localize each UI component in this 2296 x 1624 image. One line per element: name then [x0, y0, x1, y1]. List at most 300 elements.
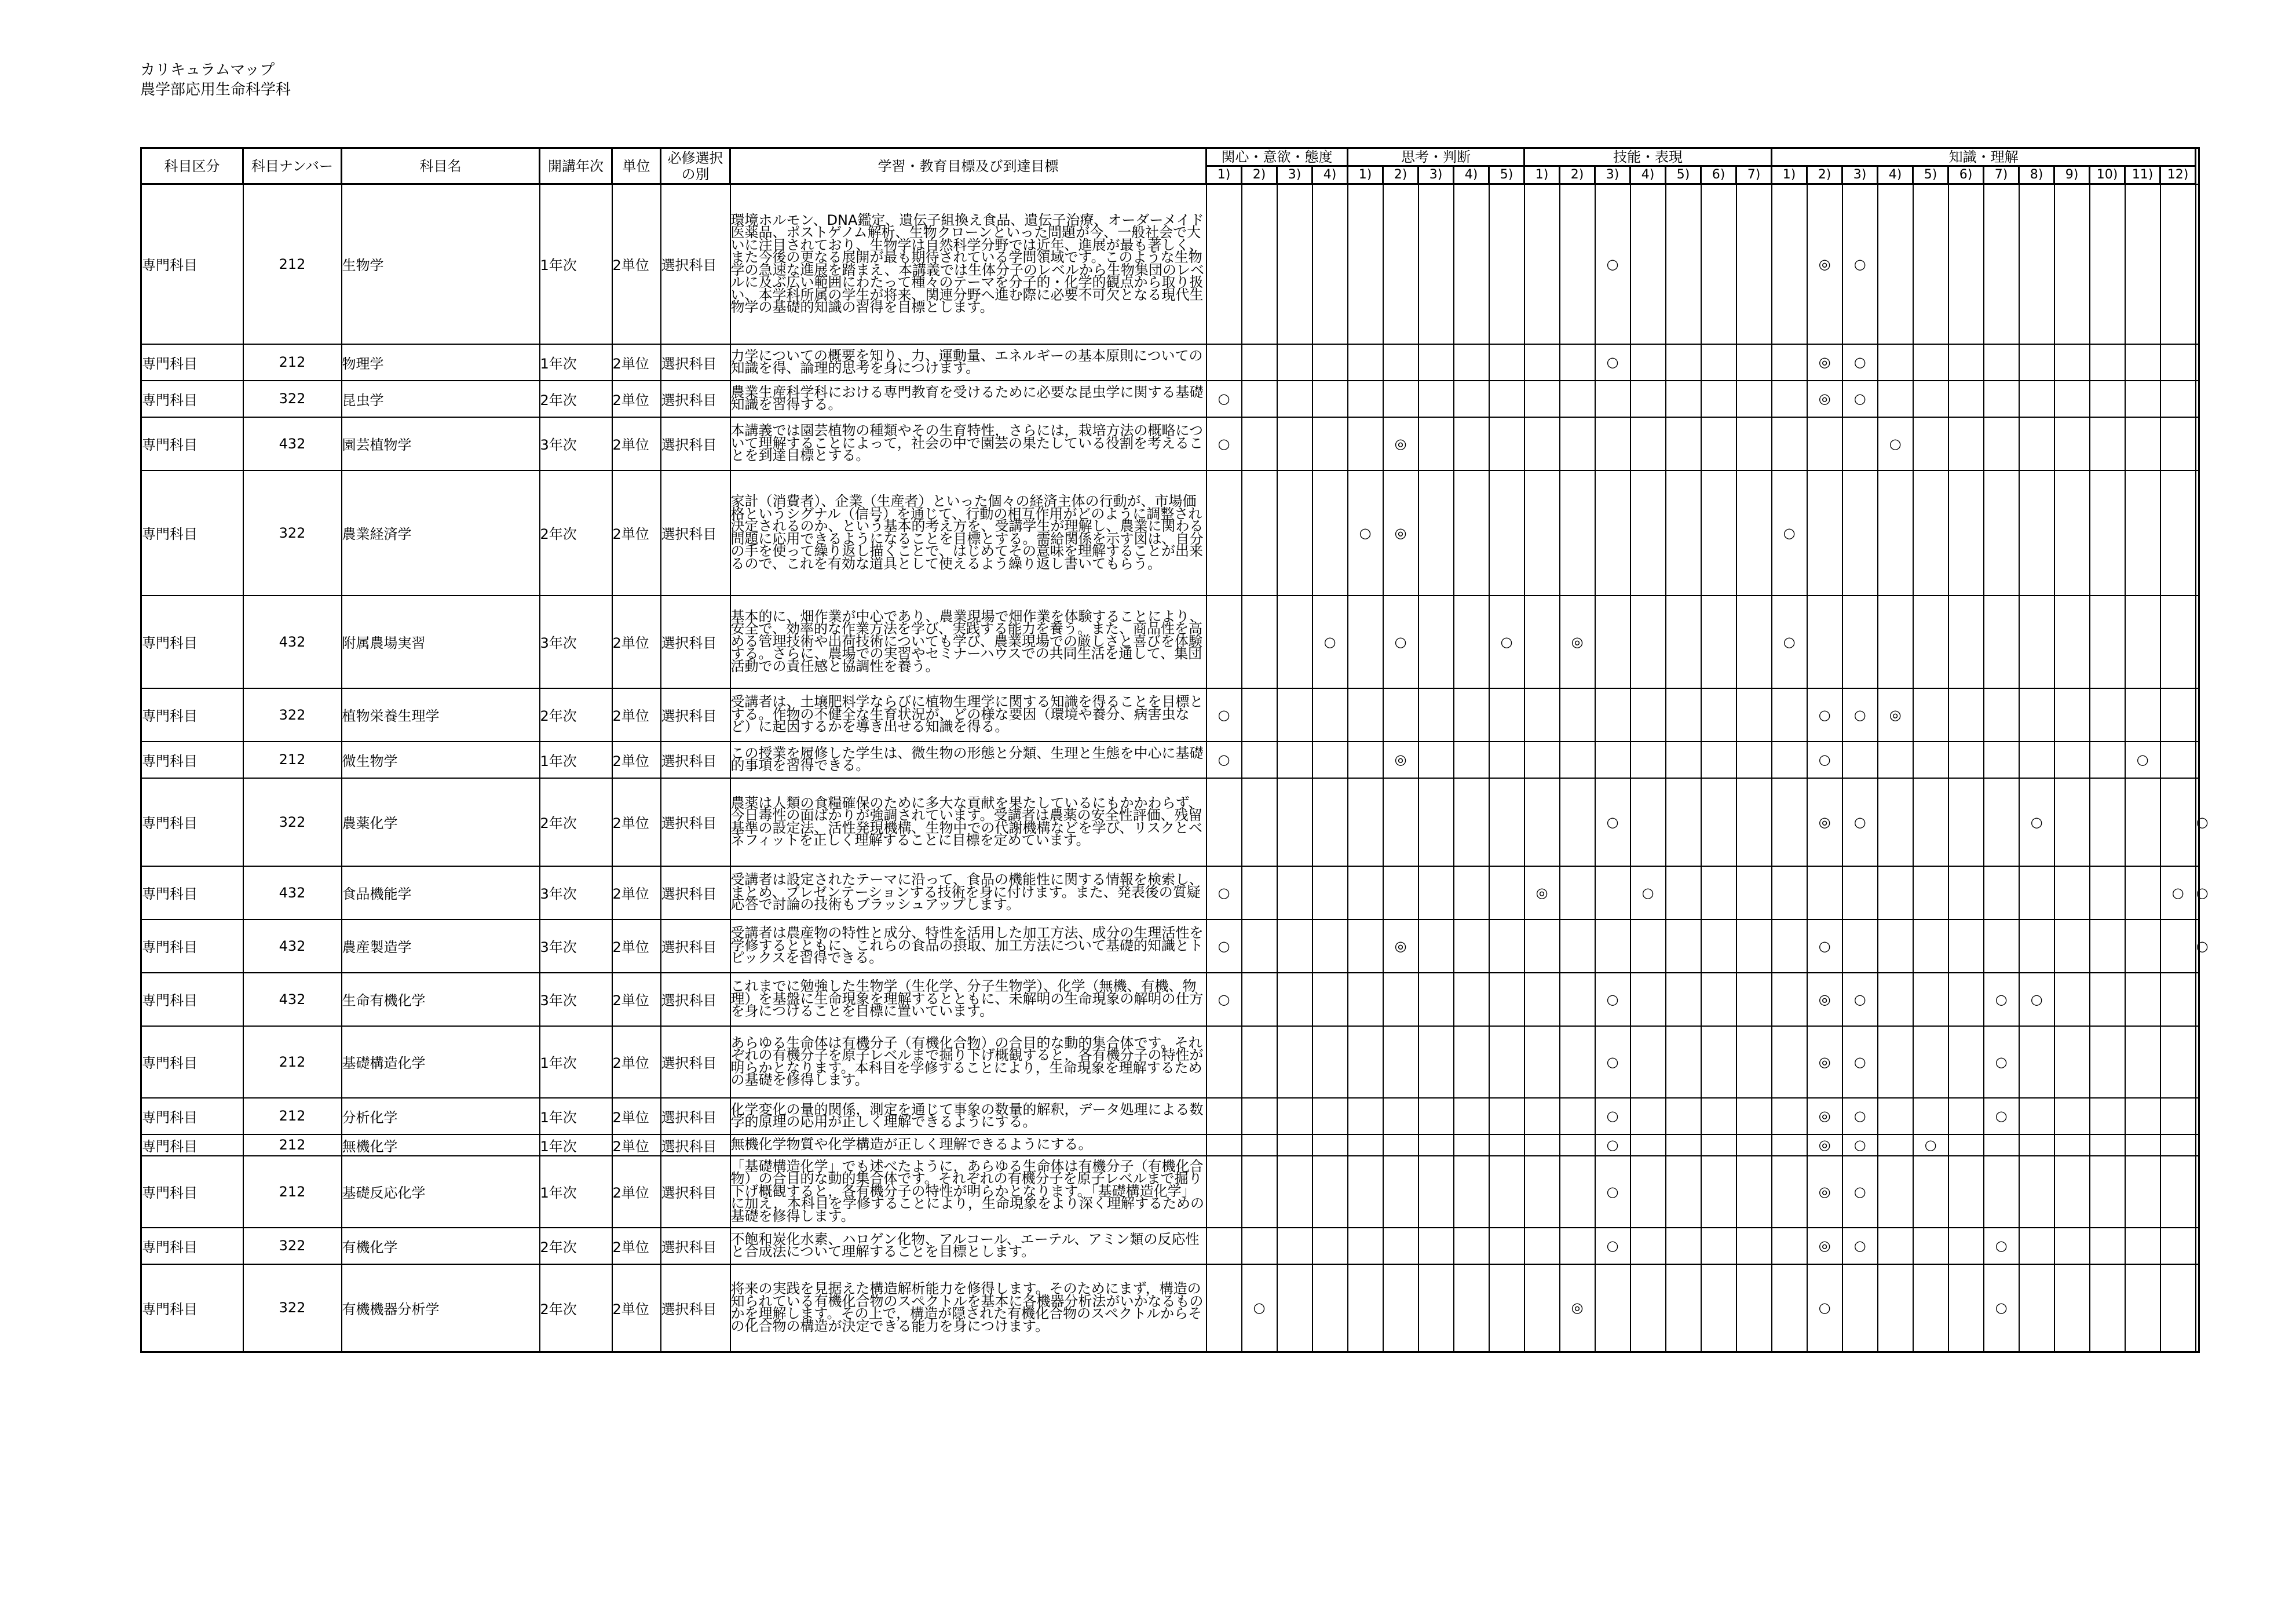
outcome-mark-cell — [1312, 742, 1348, 778]
outcome-mark-cell — [1242, 1098, 1277, 1134]
header-group-1: 思考・判断 — [1348, 148, 1524, 166]
outcome-mark-cell — [1312, 470, 1348, 596]
required-cell: 選択科目 — [661, 1134, 730, 1156]
category-cell: 専門科目 — [141, 344, 243, 381]
outcome-mark-cell — [1418, 919, 1454, 973]
outcome-mark-cell: ○ — [1807, 742, 1842, 778]
outcome-mark-cell — [1277, 1156, 1312, 1228]
outcome-mark-cell: ○ — [1207, 973, 1242, 1026]
outcome-mark-cell — [1736, 344, 1772, 381]
outcome-mark-cell — [2125, 184, 2160, 344]
outcome-mark-cell: ○ — [1842, 1228, 1878, 1264]
outcome-mark-cell — [2160, 344, 2196, 381]
year-cell: 1年次 — [540, 1026, 612, 1098]
outcome-mark-cell — [1489, 1228, 1524, 1264]
outcome-mark-cell — [2160, 919, 2196, 973]
outcome-mark-cell — [1772, 1134, 1807, 1156]
outcome-mark-cell: ◎ — [1807, 973, 1842, 1026]
outcome-mark-cell — [1984, 184, 2019, 344]
year-cell: 3年次 — [540, 866, 612, 919]
outcome-mark-cell — [1984, 1134, 2019, 1156]
number-cell: 212 — [243, 1098, 342, 1134]
outcome-mark-cell — [1842, 1264, 1878, 1352]
outcome-mark-cell — [2125, 919, 2160, 973]
table-row — [141, 417, 2199, 470]
outcome-mark-cell — [2196, 1026, 2199, 1098]
outcome-mark-cell — [2196, 973, 2199, 1026]
outcome-mark-cell — [1348, 184, 1383, 344]
outcome-mark-cell — [1454, 973, 1489, 1026]
outcome-mark-cell — [1772, 919, 1807, 973]
outcome-mark-cell — [1701, 184, 1736, 344]
required-cell: 選択科目 — [661, 470, 730, 596]
outcome-mark-cell — [1630, 1026, 1666, 1098]
outcome-mark-cell — [1348, 1156, 1383, 1228]
year-cell: 2年次 — [540, 778, 612, 866]
outcome-mark-cell: ◎ — [1383, 470, 1418, 596]
outcome-mark-cell — [2054, 1228, 2090, 1264]
outcome-mark-cell — [1772, 344, 1807, 381]
outcome-mark-cell — [1277, 184, 1312, 344]
required-cell: 選択科目 — [661, 344, 730, 381]
category-cell: 専門科目 — [141, 742, 243, 778]
outcome-mark-cell — [1630, 973, 1666, 1026]
outcome-mark-cell: ○ — [1842, 1026, 1878, 1098]
outcome-mark-cell — [1807, 866, 1842, 919]
outcome-mark-cell — [1666, 470, 1701, 596]
outcome-mark-cell — [1489, 919, 1524, 973]
outcome-mark-cell — [1454, 866, 1489, 919]
outcome-mark-cell — [1595, 596, 1630, 688]
header-name: 科目名 — [342, 148, 540, 184]
outcome-mark-cell — [1242, 1228, 1277, 1264]
outcome-mark-cell — [1630, 381, 1666, 417]
outcome-mark-cell — [1878, 596, 1913, 688]
outcome-mark-cell — [2196, 1156, 2199, 1228]
number-cell: 322 — [243, 778, 342, 866]
outcome-mark-cell — [1736, 1098, 1772, 1134]
outcome-mark-cell — [1736, 778, 1772, 866]
header-group-2: 技能・表現 — [1524, 148, 1772, 166]
outcome-mark-cell — [1878, 1264, 1913, 1352]
outcome-mark-cell: ○ — [2125, 742, 2160, 778]
outcome-mark-cell — [1878, 470, 1913, 596]
year-cell: 1年次 — [540, 1098, 612, 1134]
number-cell: 212 — [243, 1156, 342, 1228]
outcome-mark-cell: ○ — [2019, 973, 2054, 1026]
unit-cell: 2単位 — [612, 1026, 661, 1098]
outcome-mark-cell — [1630, 344, 1666, 381]
outcome-mark-cell — [2125, 1098, 2160, 1134]
outcome-mark-cell — [1277, 1134, 1312, 1156]
outcome-mark-cell — [1242, 973, 1277, 1026]
outcome-mark-cell — [1560, 1134, 1595, 1156]
year-cell: 1年次 — [540, 184, 612, 344]
outcome-mark-cell — [1630, 688, 1666, 742]
outcome-mark-cell: ◎ — [1807, 381, 1842, 417]
outcome-mark-cell — [1489, 184, 1524, 344]
course-name-cell: 基礎構造化学 — [342, 1026, 540, 1098]
outcome-mark-cell — [1524, 1264, 1560, 1352]
outcome-mark-cell — [1736, 1134, 1772, 1156]
outcome-mark-cell — [1560, 1228, 1595, 1264]
outcome-mark-cell — [1348, 1134, 1383, 1156]
course-name-cell: 生命有機化学 — [342, 973, 540, 1026]
outcome-mark-cell — [1630, 919, 1666, 973]
outcome-mark-cell — [1701, 417, 1736, 470]
outcome-mark-cell — [1489, 1264, 1524, 1352]
outcome-mark-cell — [1489, 778, 1524, 866]
outcome-mark-cell — [1312, 688, 1348, 742]
outcome-mark-cell — [2125, 866, 2160, 919]
goal-cell: あらゆる生命体は有機分子（有機化合物）の合目的な動的集合体です。それぞれの有機分子を原子レベルまで掘り下げ概観すると，各有機分子の特性が明らかとなります。本科目を学修することにより，生命現象を理解するための基礎を修得します。 — [730, 1026, 1207, 1098]
header-sub-2-0: 1) — [1524, 166, 1560, 184]
outcome-mark-cell: ○ — [1807, 688, 1842, 742]
outcome-mark-cell — [1454, 184, 1489, 344]
required-cell: 選択科目 — [661, 778, 730, 866]
outcome-mark-cell: ○ — [1772, 596, 1807, 688]
outcome-mark-cell — [1454, 1156, 1489, 1228]
outcome-mark-cell — [1772, 1156, 1807, 1228]
outcome-mark-cell — [1418, 344, 1454, 381]
outcome-mark-cell — [1948, 973, 1984, 1026]
outcome-mark-cell — [1595, 381, 1630, 417]
unit-cell: 2単位 — [612, 596, 661, 688]
outcome-mark-cell — [1524, 742, 1560, 778]
outcome-mark-cell — [1630, 184, 1666, 344]
outcome-mark-cell — [1701, 973, 1736, 1026]
outcome-mark-cell — [1736, 866, 1772, 919]
outcome-mark-cell — [1595, 866, 1630, 919]
year-cell: 1年次 — [540, 1134, 612, 1156]
outcome-mark-cell — [1772, 1026, 1807, 1098]
outcome-mark-cell — [1418, 1026, 1454, 1098]
outcome-mark-cell — [1418, 1098, 1454, 1134]
outcome-mark-cell — [2196, 344, 2199, 381]
outcome-mark-cell — [1383, 778, 1418, 866]
outcome-mark-cell — [1277, 973, 1312, 1026]
number-cell: 432 — [243, 866, 342, 919]
outcome-mark-cell — [1772, 1264, 1807, 1352]
outcome-mark-cell: ○ — [1207, 688, 1242, 742]
outcome-mark-cell — [1666, 1156, 1701, 1228]
header-sub-3-0: 1) — [1772, 166, 1807, 184]
outcome-mark-cell — [1878, 919, 1913, 973]
outcome-mark-cell — [1666, 919, 1701, 973]
outcome-mark-cell — [1984, 470, 2019, 596]
course-name-cell: 無機化学 — [342, 1134, 540, 1156]
outcome-mark-cell — [2019, 470, 2054, 596]
outcome-mark-cell: ◎ — [1560, 1264, 1595, 1352]
outcome-mark-cell — [1277, 688, 1312, 742]
header-sub-3-8: 9) — [2054, 166, 2090, 184]
outcome-mark-cell — [1948, 381, 1984, 417]
outcome-mark-cell — [1207, 1228, 1242, 1264]
goal-cell: 力学についての概要を知り、力、運動量、エネルギーの基本原則についての知識を得、論理的思考を身につけます。 — [730, 344, 1207, 381]
goal-cell: 不飽和炭化水素、ハロゲン化物、アルコール、エーテル、アミン類の反応性と合成法について理解することを目標とします。 — [730, 1228, 1207, 1264]
category-cell: 専門科目 — [141, 973, 243, 1026]
outcome-mark-cell — [1207, 344, 1242, 381]
outcome-mark-cell: ◎ — [1878, 688, 1913, 742]
outcome-mark-cell — [1524, 1098, 1560, 1134]
outcome-mark-cell — [1277, 1026, 1312, 1098]
goal-cell: 家計（消費者）、企業（生産者）といった個々の経済主体の行動が、市場価格というシグナル（信号）を通じて、行動の相互作用がどのように調整され決定されるのか、という基本的考え方を、受講学生が理解し、農業に関わる問題に応用できるようになることを目標とする。需給関係を示す図は、自分の手を使って繰り返し描くことで、はじめてその意味を理解することが出来るので、これを有効な道具として使えるよう繰り返し書いてもらう。 — [730, 470, 1207, 596]
outcome-mark-cell — [1277, 778, 1312, 866]
outcome-mark-cell — [1913, 344, 1948, 381]
outcome-mark-cell — [2054, 1098, 2090, 1134]
outcome-mark-cell — [2125, 973, 2160, 1026]
outcome-mark-cell — [1736, 381, 1772, 417]
outcome-mark-cell — [2090, 1228, 2125, 1264]
outcome-mark-cell: ◎ — [1383, 417, 1418, 470]
outcome-mark-cell — [1348, 596, 1383, 688]
outcome-mark-cell — [1772, 381, 1807, 417]
outcome-mark-cell — [1878, 742, 1913, 778]
course-name-cell: 農業経済学 — [342, 470, 540, 596]
table-row — [141, 1228, 2199, 1264]
number-cell: 322 — [243, 381, 342, 417]
category-cell: 専門科目 — [141, 596, 243, 688]
outcome-mark-cell — [2125, 778, 2160, 866]
outcome-mark-cell — [2196, 470, 2199, 596]
required-cell: 選択科目 — [661, 1156, 730, 1228]
outcome-mark-cell — [2054, 1264, 2090, 1352]
outcome-mark-cell: ○ — [1595, 778, 1630, 866]
table-row — [141, 596, 2199, 688]
category-cell: 専門科目 — [141, 1156, 243, 1228]
outcome-mark-cell — [1383, 1134, 1418, 1156]
goal-cell: これまでに勉強した生物学（生化学、分子生物学）、化学（無機、有機、物理）を基盤に生命現象を理解するとともに、未解明の生命現象の解明の仕方を身につけることを目標に置いています。 — [730, 973, 1207, 1026]
outcome-mark-cell — [1454, 596, 1489, 688]
outcome-mark-cell — [1630, 742, 1666, 778]
outcome-mark-cell — [1560, 344, 1595, 381]
required-cell: 選択科目 — [661, 688, 730, 742]
goal-cell: 農薬は人類の食糧確保のために多大な貢献を果たしているにもかかわらず、今日毒性の面ばかりが強調されています。受講者は農薬の安全性評価、残留基準の設定法、活性発現機構、生物中での代謝機構などを学び、リスクとベネフィットを正しく理解することに目標を定めています。 — [730, 778, 1207, 866]
outcome-mark-cell — [1948, 1156, 1984, 1228]
number-cell: 212 — [243, 344, 342, 381]
outcome-mark-cell — [1454, 919, 1489, 973]
outcome-mark-cell — [1383, 1264, 1418, 1352]
outcome-mark-cell — [1842, 919, 1878, 973]
outcome-mark-cell — [2160, 973, 2196, 1026]
outcome-mark-cell — [1207, 470, 1242, 596]
outcome-mark-cell: ○ — [1842, 1156, 1878, 1228]
outcome-mark-cell: ◎ — [1807, 344, 1842, 381]
outcome-mark-cell — [1560, 417, 1595, 470]
outcome-mark-cell: ○ — [1842, 1098, 1878, 1134]
required-cell: 選択科目 — [661, 742, 730, 778]
outcome-mark-cell — [1772, 417, 1807, 470]
required-cell: 選択科目 — [661, 184, 730, 344]
outcome-mark-cell — [2054, 381, 2090, 417]
outcome-mark-cell — [1595, 417, 1630, 470]
header-sub-3-4: 5) — [1913, 166, 1948, 184]
outcome-mark-cell — [1772, 742, 1807, 778]
outcome-mark-cell — [1383, 1026, 1418, 1098]
outcome-mark-cell — [1948, 1026, 1984, 1098]
outcome-mark-cell — [1878, 778, 1913, 866]
outcome-mark-cell — [2019, 1156, 2054, 1228]
header-sub-2-1: 2) — [1560, 166, 1595, 184]
outcome-mark-cell — [1666, 596, 1701, 688]
outcome-mark-cell — [1913, 866, 1948, 919]
goal-cell: 化学変化の量的関係，測定を通じて事象の数量的解釈，データ処理による数学的原理の応用が正しく理解できるようにする。 — [730, 1098, 1207, 1134]
outcome-mark-cell — [2090, 470, 2125, 596]
outcome-mark-cell — [1701, 866, 1736, 919]
outcome-mark-cell — [2019, 688, 2054, 742]
outcome-mark-cell — [2196, 184, 2199, 344]
outcome-mark-cell — [1736, 973, 1772, 1026]
header-sub-3-6: 7) — [1984, 166, 2019, 184]
table-row — [141, 1156, 2199, 1228]
outcome-mark-cell — [2019, 344, 2054, 381]
year-cell: 3年次 — [540, 919, 612, 973]
outcome-mark-cell: ○ — [1842, 973, 1878, 1026]
outcome-mark-cell — [1277, 1228, 1312, 1264]
outcome-mark-cell — [1772, 866, 1807, 919]
outcome-mark-cell — [1984, 1156, 2019, 1228]
outcome-mark-cell — [2196, 688, 2199, 742]
outcome-mark-cell — [1878, 1228, 1913, 1264]
outcome-mark-cell — [1701, 344, 1736, 381]
outcome-mark-cell — [1312, 973, 1348, 1026]
outcome-mark-cell — [2160, 470, 2196, 596]
outcome-mark-cell — [2090, 778, 2125, 866]
outcome-mark-cell — [1489, 866, 1524, 919]
unit-cell: 2単位 — [612, 381, 661, 417]
outcome-mark-cell — [2125, 381, 2160, 417]
unit-cell: 2単位 — [612, 778, 661, 866]
outcome-mark-cell — [2160, 1264, 2196, 1352]
outcome-mark-cell — [2090, 596, 2125, 688]
unit-cell: 2単位 — [612, 919, 661, 973]
table-row — [141, 1264, 2199, 1352]
outcome-mark-cell: ○ — [1807, 919, 1842, 973]
outcome-mark-cell — [1242, 919, 1277, 973]
course-name-cell: 有機機器分析学 — [342, 1264, 540, 1352]
outcome-mark-cell — [1913, 688, 1948, 742]
outcome-mark-cell — [2019, 596, 2054, 688]
outcome-mark-cell: ○ — [2196, 778, 2199, 866]
required-cell: 選択科目 — [661, 919, 730, 973]
outcome-mark-cell — [1312, 1098, 1348, 1134]
outcome-mark-cell — [1418, 742, 1454, 778]
outcome-mark-cell — [1348, 973, 1383, 1026]
outcome-mark-cell — [1984, 866, 2019, 919]
outcome-mark-cell — [1207, 1134, 1242, 1156]
outcome-mark-cell: ○ — [2160, 866, 2196, 919]
outcome-mark-cell — [1666, 381, 1701, 417]
category-cell: 専門科目 — [141, 1228, 243, 1264]
outcome-mark-cell — [1630, 1098, 1666, 1134]
outcome-mark-cell — [2019, 1026, 2054, 1098]
outcome-mark-cell — [1383, 1228, 1418, 1264]
outcome-mark-cell — [1666, 417, 1701, 470]
number-cell: 432 — [243, 919, 342, 973]
number-cell: 322 — [243, 688, 342, 742]
outcome-mark-cell — [1348, 344, 1383, 381]
unit-cell: 2単位 — [612, 1134, 661, 1156]
outcome-mark-cell — [2054, 688, 2090, 742]
outcome-mark-cell — [2196, 417, 2199, 470]
outcome-mark-cell — [1560, 778, 1595, 866]
outcome-mark-cell — [2054, 778, 2090, 866]
category-cell: 専門科目 — [141, 381, 243, 417]
number-cell: 212 — [243, 1134, 342, 1156]
outcome-mark-cell — [1560, 1156, 1595, 1228]
outcome-mark-cell — [1772, 1098, 1807, 1134]
outcome-mark-cell: ○ — [1348, 470, 1383, 596]
outcome-mark-cell — [1560, 866, 1595, 919]
outcome-mark-cell — [1630, 470, 1666, 596]
outcome-mark-cell — [1489, 688, 1524, 742]
outcome-mark-cell — [1948, 1228, 1984, 1264]
outcome-mark-cell — [1666, 1228, 1701, 1264]
outcome-mark-cell — [1736, 742, 1772, 778]
outcome-mark-cell — [1984, 688, 2019, 742]
outcome-mark-cell — [2090, 381, 2125, 417]
outcome-mark-cell — [1807, 417, 1842, 470]
category-cell: 専門科目 — [141, 1134, 243, 1156]
outcome-mark-cell — [1242, 596, 1277, 688]
outcome-mark-cell — [1736, 1264, 1772, 1352]
outcome-mark-cell — [1277, 742, 1312, 778]
outcome-mark-cell — [2196, 381, 2199, 417]
outcome-mark-cell — [1630, 596, 1666, 688]
outcome-mark-cell — [1312, 344, 1348, 381]
outcome-mark-cell — [2196, 742, 2199, 778]
outcome-mark-cell — [1454, 470, 1489, 596]
course-name-cell: 農産製造学 — [342, 919, 540, 973]
outcome-mark-cell — [1418, 1264, 1454, 1352]
outcome-mark-cell — [1913, 381, 1948, 417]
outcome-mark-cell — [1913, 778, 1948, 866]
outcome-mark-cell — [1242, 742, 1277, 778]
outcome-mark-cell — [2160, 778, 2196, 866]
outcome-mark-cell — [1560, 688, 1595, 742]
outcome-mark-cell: ○ — [1842, 184, 1878, 344]
header-sub-0-1: 2) — [1242, 166, 1277, 184]
outcome-mark-cell — [1312, 919, 1348, 973]
course-name-cell: 有機化学 — [342, 1228, 540, 1264]
required-cell: 選択科目 — [661, 1264, 730, 1352]
outcome-mark-cell — [1666, 344, 1701, 381]
year-cell: 2年次 — [540, 1264, 612, 1352]
outcome-mark-cell — [1772, 1228, 1807, 1264]
outcome-mark-cell — [1842, 596, 1878, 688]
number-cell: 432 — [243, 417, 342, 470]
outcome-mark-cell — [1701, 381, 1736, 417]
outcome-mark-cell — [1736, 596, 1772, 688]
table-row — [141, 184, 2199, 344]
outcome-mark-cell — [1701, 1134, 1736, 1156]
unit-cell: 2単位 — [612, 184, 661, 344]
outcome-mark-cell — [1878, 1134, 1913, 1156]
outcome-mark-cell — [1666, 778, 1701, 866]
outcome-mark-cell — [1878, 381, 1913, 417]
outcome-mark-cell — [1560, 1098, 1595, 1134]
outcome-mark-cell: ○ — [1772, 470, 1807, 596]
required-cell: 選択科目 — [661, 1026, 730, 1098]
outcome-mark-cell — [2125, 1156, 2160, 1228]
table-row — [141, 778, 2199, 866]
outcome-mark-cell — [1242, 866, 1277, 919]
outcome-mark-cell — [1524, 184, 1560, 344]
outcome-mark-cell: ○ — [1489, 596, 1524, 688]
outcome-mark-cell — [1666, 1026, 1701, 1098]
outcome-mark-cell — [1736, 417, 1772, 470]
header-sub-3-11: 12) — [2160, 166, 2196, 184]
